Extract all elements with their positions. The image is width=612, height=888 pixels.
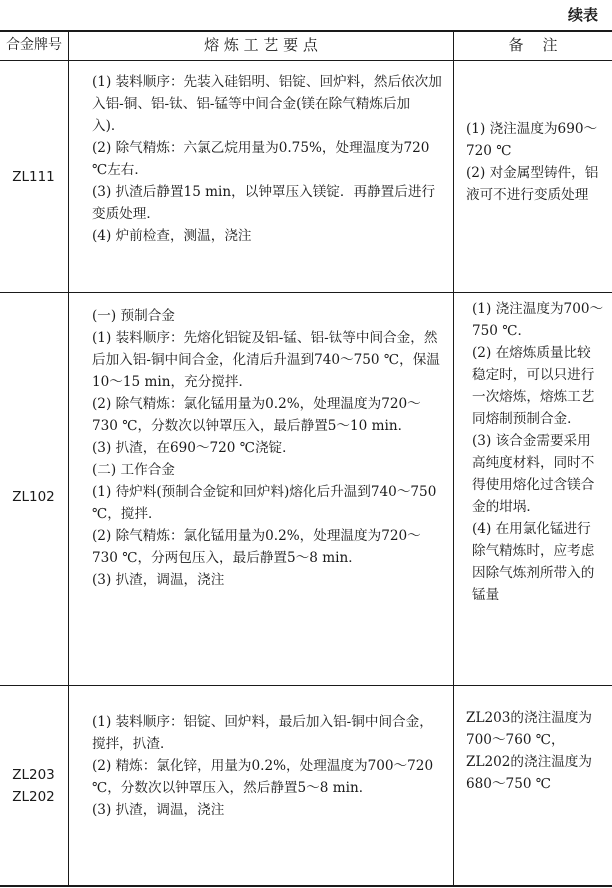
process-step: (1) 待炉料(预制合金锭和回炉料)熔化后升温到740～750 ℃，搅拌． <box>92 484 437 522</box>
process-step: (3) 扒渣，调温，浇注 <box>92 802 225 818</box>
process-step: (1) 装料顺序：先装入硅铝明、铝锭、回炉料，然后依次加入铝-铜、铝-钛、铝-锰等中间合金(镁在除气精炼后加入)． <box>92 74 442 134</box>
header-process: 熔 炼 工 艺 要 点 <box>204 36 318 54</box>
process-step: (3) 扒渣，调温，浇注 <box>92 572 225 588</box>
process-step: (2) 除气精炼：六氯乙烷用量为0.75%，处理温度为720 ℃左右． <box>92 140 430 178</box>
process-step: (1) 装料顺序：铝锭、回炉料，最后加入铝-铜中间合金，搅拌，扒渣． <box>92 714 433 752</box>
notes-cell <box>472 298 604 606</box>
header-notes: 备 注 <box>508 36 558 54</box>
notes-cell <box>466 118 600 206</box>
header-bottom-rule <box>0 60 612 61</box>
note-item: (2) 对金属型铸件，铝液可不进行变质处理 <box>466 165 599 203</box>
row-divider-1 <box>0 292 612 293</box>
note-item: ZL203的浇注温度为700～760 ℃，ZL202的浇注温度为680～750 ℃ <box>466 710 592 792</box>
row-divider-2 <box>0 685 612 686</box>
process-step: (3) 扒渣后静置15 min，以钟罩压入镁锭．再静置后进行变质处理． <box>92 184 436 222</box>
table-bottom-rule <box>0 885 612 887</box>
process-step: (2) 除气精炼：氯化锰用量为0.2%，处理温度为720～730 ℃，分数次以钟罩压入，最后静置5～10 min． <box>92 396 421 434</box>
notes-cell <box>466 707 604 795</box>
continuation-label: 续表 <box>567 6 598 24</box>
section-heading: (一) 预制合金 <box>92 308 175 324</box>
note-item: (1) 浇注温度为690～720 ℃ <box>466 121 598 159</box>
process-step: (4) 炉前检查，测温，浇注 <box>92 228 252 244</box>
column-divider-right <box>453 31 454 886</box>
section-heading: (二) 工作合金 <box>92 462 175 478</box>
column-divider-left <box>68 31 69 886</box>
process-cell <box>92 71 442 247</box>
process-step: (3) 扒渣，在690～720 ℃浇锭． <box>92 440 296 456</box>
process-step: (2) 精炼：氯化锌，用量为0.2%，处理温度为700～720 ℃，分数次以钟罩压入，然后静置5～8 min． <box>92 758 434 796</box>
process-cell <box>92 305 442 591</box>
process-cell <box>92 711 442 821</box>
process-step: (1) 装料顺序：先熔化铝锭及铝-锰、铝-钛等中间合金，然后加入铝-铜中间合金，化清后升温到740～750 ℃，保温10～15 min，充分搅拌． <box>92 330 440 390</box>
alloy-grade: ZL202 <box>12 789 55 805</box>
alloy-grade: ZL111 <box>12 169 55 185</box>
alloy-grade: ZL102 <box>12 489 55 505</box>
alloy-grade: ZL203 <box>12 767 55 783</box>
note-item: (1) 浇注温度为700～750 ℃． <box>472 301 604 339</box>
header-alloy: 合金牌号 <box>6 37 62 53</box>
note-item: (4) 在用氯化锰进行除气精炼时，应考虑因除气炼剂所带入的锰量 <box>472 521 595 603</box>
note-item: (2) 在熔炼质量比较稳定时，可以只进行一次熔炼，熔炼工艺同熔制预制合金． <box>472 345 595 427</box>
process-step: (2) 除气精炼：氯化锰用量为0.2%，处理温度为720～730 ℃，分两包压入，最后静置5～8 min． <box>92 528 421 566</box>
note-item: (3) 该合金需要采用高纯度材料，同时不得使用熔化过含镁合金的坩埚． <box>472 433 595 515</box>
